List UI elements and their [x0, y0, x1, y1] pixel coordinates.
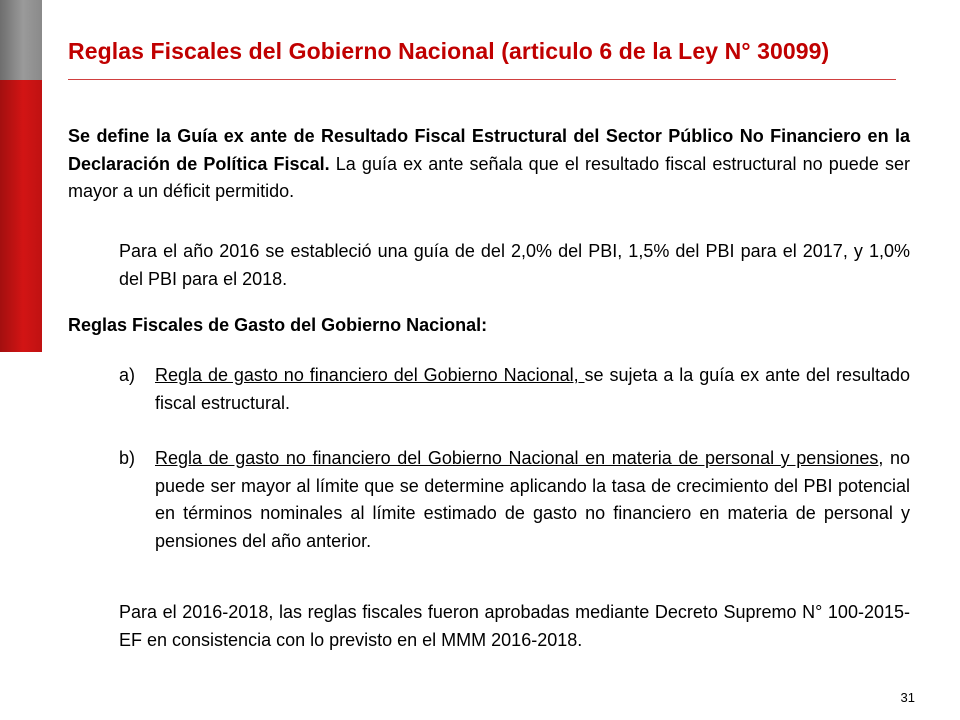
- intro-paragraph: [68, 123, 910, 206]
- rule-item-a: [119, 362, 910, 417]
- intro-rest-text: La guía ex ante señala que el resultado fiscal estructural no puede ser mayor a un déficit permitido.: [68, 153, 911, 201]
- rule-a-underlined: Regla de gasto no financiero del Gobierno Nacional,: [155, 365, 585, 385]
- guide-years-paragraph: Para el año 2016 se estableció una guía de del 2,0% del PBI, 1,5% del PBI para el 2017, y 1,0% del PBI para el 2018.: [119, 241, 910, 289]
- rule-marker-b: b): [119, 448, 136, 468]
- rule-item-b: [119, 445, 910, 555]
- rule-a-rest: se sujeta a la guía ex ante del resultado fiscal estructural.: [155, 365, 910, 413]
- spending-rules-heading: Reglas Fiscales de Gasto del Gobierno Nacional:: [68, 315, 488, 335]
- intro-bold-text: Se define la Guía ex ante de Resultado Fiscal Estructural del Sector Público No Financiero en la Declaración de Política Fiscal.: [68, 126, 910, 174]
- rule-body-b: [155, 445, 910, 555]
- slide-title: Reglas Fiscales del Gobierno Nacional (articulo 6 de la Ley N° 30099): [68, 38, 830, 64]
- page-number: 31: [900, 690, 915, 705]
- rule-b-rest: , no puede ser mayor al límite que se determine aplicando la tasa de crecimiento del PBI potencial en términos nominales al límite estimado de gasto no financiero en materia de personal y pensiones del año anterior.: [155, 448, 910, 551]
- title-divider: [68, 79, 896, 80]
- rule-b-underlined: Regla de gasto no financiero del Gobierno Nacional en materia de personal y pensiones: [155, 448, 879, 468]
- rule-body-a: [155, 362, 910, 417]
- side-accent-gray-bar: [0, 0, 42, 80]
- side-accent-red-bar: [0, 80, 42, 352]
- rule-marker-a: a): [119, 365, 136, 385]
- closing-paragraph: Para el 2016-2018, las reglas fiscales fueron aprobadas mediante Decreto Supremo N° 100-2015-EF en consistencia con lo previsto en el MMM 2016-2018.: [119, 602, 910, 650]
